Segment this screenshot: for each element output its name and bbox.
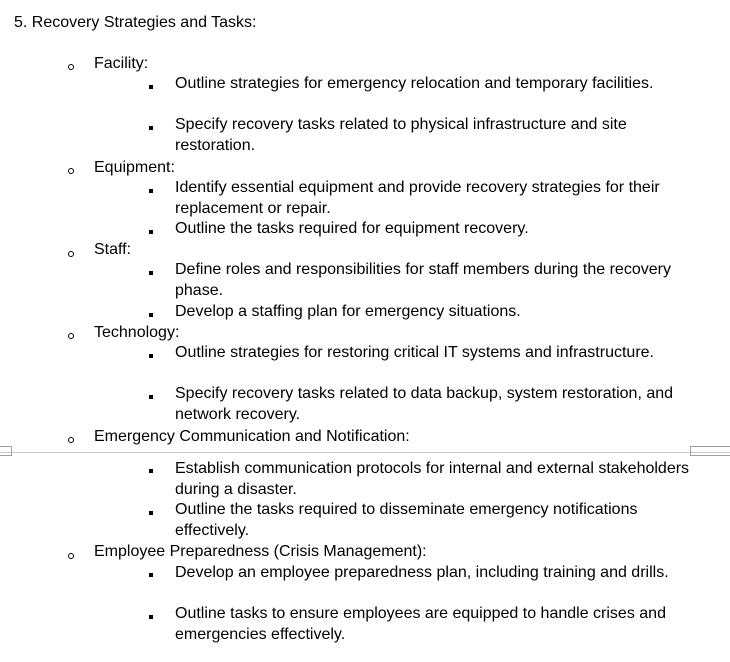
list-item: Develop an employee preparedness plan, including training and drills.: [175, 564, 669, 581]
list-item: Develop a staffing plan for emergency situations.: [175, 303, 521, 320]
list-item: Establish communication protocols for internal and external stakeholders during a disaster.: [175, 460, 690, 498]
list-item: Specify recovery tasks related to data backup, system restoration, and network recovery.: [175, 385, 674, 423]
section-label-employee-preparedness: Employee Preparedness (Crisis Management):: [94, 543, 427, 560]
square-bullet-icon: [149, 615, 153, 619]
list-item: Define roles and responsibilities for staff members during the recovery phase.: [175, 261, 671, 299]
hollow-circle-bullet-icon: [68, 251, 74, 257]
hollow-circle-bullet-icon: [68, 333, 74, 339]
square-bullet-icon: [149, 271, 153, 275]
right-margin-marker: [690, 446, 730, 456]
section-label-equipment: Equipment:: [94, 159, 175, 176]
square-bullet-icon: [149, 126, 153, 130]
section-label-emergency-communication: Emergency Communication and Notification:: [94, 428, 410, 445]
section-label-technology: Technology:: [94, 324, 180, 341]
list-item: Identify essential equipment and provide recovery strategies for their replacement or repair.: [175, 179, 660, 217]
square-bullet-icon: [149, 313, 153, 317]
list-item: Specify recovery tasks related to physical infrastructure and site restoration.: [175, 116, 627, 154]
hollow-circle-bullet-icon: [68, 553, 74, 559]
hollow-circle-bullet-icon: [68, 64, 74, 70]
list-item: Outline strategies for restoring critical IT systems and infrastructure.: [175, 344, 654, 361]
section-label-facility: Facility:: [94, 55, 149, 72]
square-bullet-icon: [149, 230, 153, 234]
section-heading: 5. Recovery Strategies and Tasks:: [14, 14, 257, 31]
hollow-circle-bullet-icon: [68, 437, 74, 443]
list-item: Outline the tasks required to disseminate emergency notifications effectively.: [175, 501, 638, 539]
square-bullet-icon: [149, 469, 153, 473]
left-margin-marker: [0, 446, 12, 456]
square-bullet-icon: [149, 573, 153, 577]
square-bullet-icon: [149, 85, 153, 89]
square-bullet-icon: [149, 395, 153, 399]
list-item: Outline tasks to ensure employees are equipped to handle crises and emergencies effectively.: [175, 605, 666, 643]
list-item: Outline strategies for emergency relocation and temporary facilities.: [175, 75, 654, 92]
square-bullet-icon: [149, 354, 153, 358]
square-bullet-icon: [149, 189, 153, 193]
page-break-divider: [0, 452, 730, 453]
hollow-circle-bullet-icon: [68, 168, 74, 174]
list-item: Outline the tasks required for equipment recovery.: [175, 220, 529, 237]
section-label-staff: Staff:: [94, 241, 132, 258]
square-bullet-icon: [149, 511, 153, 515]
